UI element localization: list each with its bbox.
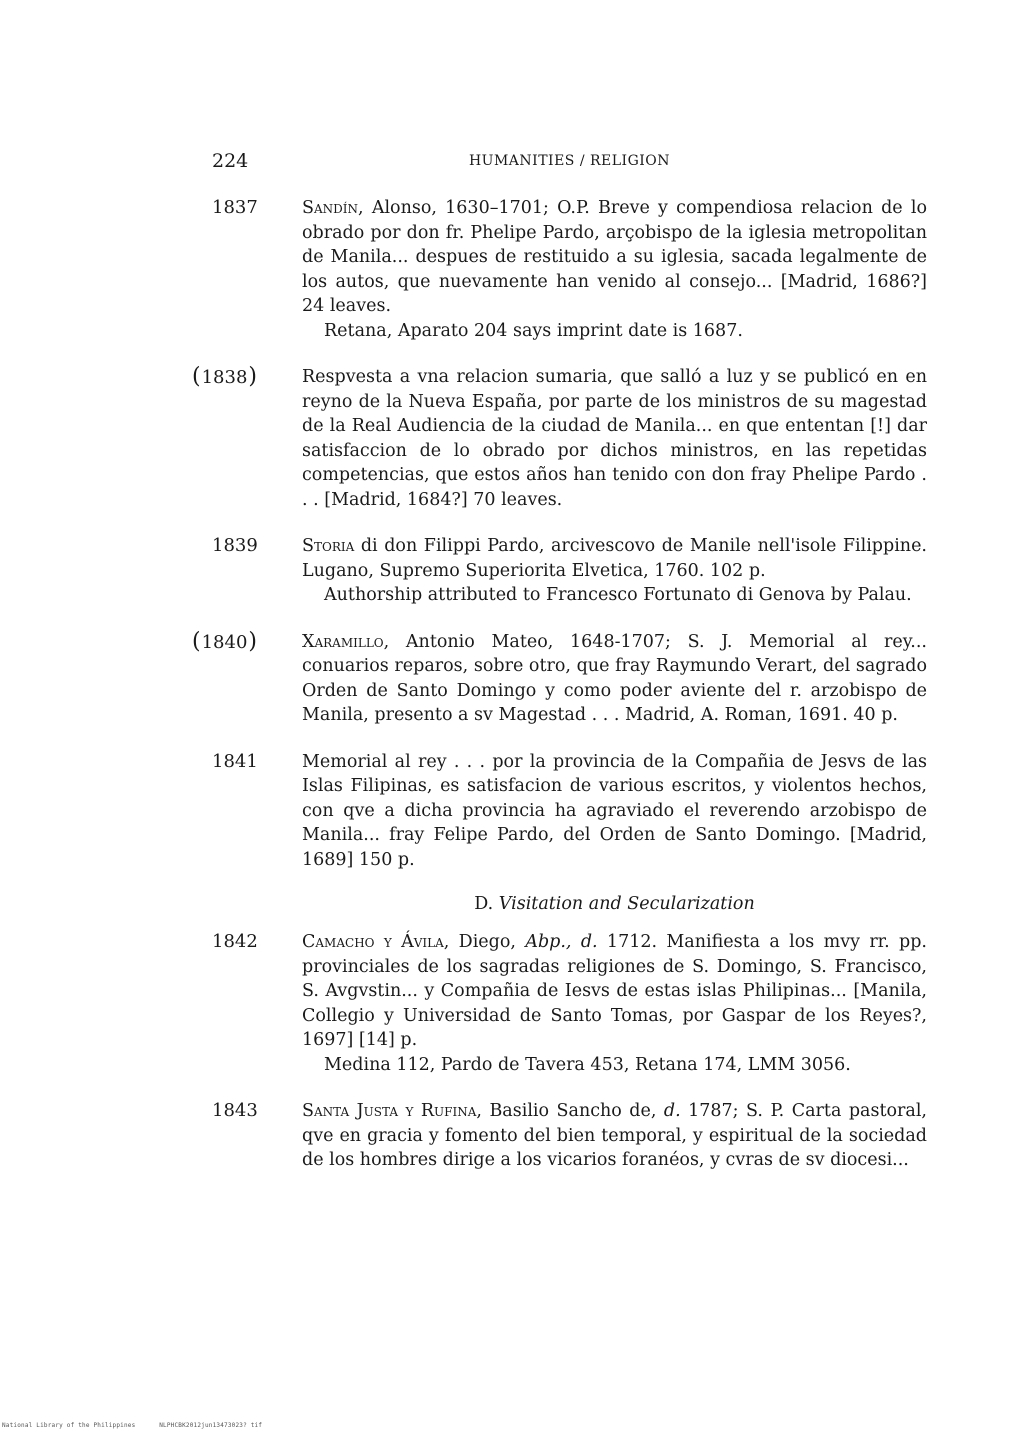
entry-body <box>302 365 927 512</box>
subsection-heading <box>302 894 927 914</box>
entry-number: 1839 <box>212 535 258 556</box>
running-head <box>212 150 927 174</box>
entry-author: Xaramillo <box>302 631 384 652</box>
subsection-title: Visitation and Secularization <box>498 894 755 914</box>
entry-author: Sandín <box>302 198 359 218</box>
entry-body <box>302 630 927 728</box>
entry-text: di don Filippi Pardo, arcivescovo de Manile nell'isole Filippine. Lugano, Supremo Superiorita Elvetica, 1760. 102 p. <box>302 536 927 581</box>
scan-footer <box>2 1422 282 1429</box>
entry-italic: d. <box>663 1101 681 1121</box>
entry-text: , Antonio Mateo, 1648-1707; S. J. Memorial al rey... conuarios reparos, sobre otro, que fray Raymundo Verart, del sagrado Orden de Santo Domingo y como poder aviente del r. arzobispo de Manila, presento a sv Magestad . . . Madrid, A. Roman, 1691. 40 p. <box>302 631 927 725</box>
entry-number: ( 1838 ) <box>192 365 257 391</box>
entry-1840 <box>201 630 927 728</box>
entry-body <box>302 534 927 583</box>
section-header: HUMANITIES / RELIGION <box>468 153 671 169</box>
entry-1839 <box>212 534 927 608</box>
entry-1842 <box>212 930 927 1077</box>
subsection-letter: D. <box>474 894 499 914</box>
entry-1843 <box>212 1099 927 1173</box>
entry-body <box>302 750 927 873</box>
entry-author: Santa Justa y Rufina <box>302 1101 477 1121</box>
entry-body <box>302 930 927 1053</box>
footer-file-id: NLPHCBK2012jun13473023? tif <box>159 1422 263 1429</box>
entry-text-cont: 1712. Manifiesta a los mvy rr. pp. provinciales de los sagradas religiones de S. Domingo, S. Francisco, S. Avgvstin... y Compañia de Iesvs de estas islas Philipinas... [Manila, Collegio y Universidad de Santo Tomas, por Gaspar de los Reyes?, 1697] [14] p. <box>302 932 927 1050</box>
entry-text: Respvesta a vna relacion sumaria, que salló a luz y se publicó en en reyno de la Nueva España, por parte de los ministros de su magestad de la Real Audiencia de la ciudad de Manila... en que ententan [!] dar satisfaccion de lo obrado por dichos ministros, en las repetidas competencias, que estos años han tenido con don fray Phelipe Pardo . . . [Madrid, 1684?] 70 leaves. <box>302 367 927 510</box>
footer-library: National Library of the Philippines <box>2 1422 136 1429</box>
entry-text: , Alonso, 1630–1701; O.P. Breve y compendiosa relacion de lo obrado por don fr. Phelipe Pardo, arçobispo de la iglesia metropolitan de Manila... despues de restituido a su iglesia, sacada legalmente de los autos, que nuevamente han venido al consejo... [Madrid, 1686?] 24 leaves. <box>302 198 927 316</box>
entry-text-cont: 1787; S. P. Carta pastoral, qve en gracia y fomento del bien temporal, y espiritual de la sociedad de los hombres dirige a los vicarios foranéos, y cvras de sv diocesi... <box>302 1101 927 1170</box>
entry-body <box>302 1099 927 1173</box>
entry-author: Storia <box>302 536 355 556</box>
bibliography-entries <box>201 196 927 1195</box>
entry-number: ( 1840 ) <box>192 630 257 656</box>
entry-1841 <box>212 750 927 873</box>
entry-note: Authorship attributed to Francesco Fortunato di Genova by Palau. <box>324 585 912 605</box>
entry-text: , Basilio Sancho de, <box>476 1101 664 1121</box>
entry-number: 1837 <box>212 197 258 218</box>
entry-note: Retana, Aparato 204 says imprint date is 1687. <box>324 320 743 341</box>
entry-1838 <box>201 365 927 512</box>
entry-text: Memorial al rey . . . por la provincia de la Compañia de Jesvs de las Islas Filipinas, es satisfacion de various escritos, y violentos hechos, con qve a dicha provincia ha agraviado el reverendo arzobispo de Manila... fray Felipe Pardo, del Orden de Santo Domingo. [Madrid, 1689] 150 p. <box>302 751 927 870</box>
entry-number: 1842 <box>212 931 258 952</box>
page-number: 224 <box>212 150 249 172</box>
entry-italic: Abp., d. <box>525 932 598 952</box>
entry-body <box>302 196 927 319</box>
entry-author: Camacho y Ávila <box>302 932 444 952</box>
entry-text: , Diego, <box>443 932 526 952</box>
entry-1837 <box>212 196 927 343</box>
entry-number: 1841 <box>212 750 258 772</box>
entry-number: 1843 <box>212 1100 258 1121</box>
entry-note: Medina 112, Pardo de Tavera 453, Retana 174, LMM 3056. <box>324 1054 851 1075</box>
